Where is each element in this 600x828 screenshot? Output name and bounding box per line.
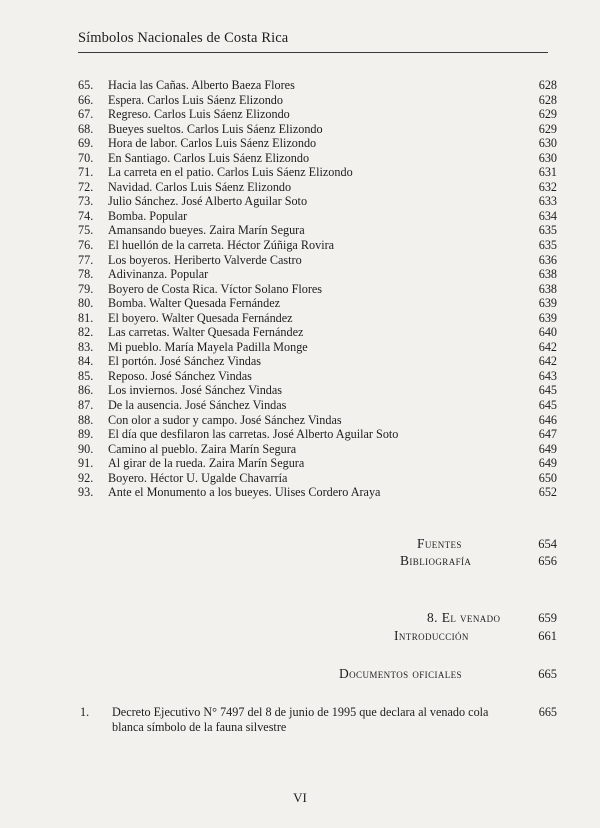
toc-entry-number: 65. (78, 78, 94, 92)
toc-entry-number: 92. (78, 470, 94, 485)
toc-entry-title: Los boyeros. Heriberto Valverde Castro (108, 252, 302, 267)
toc-entry (78, 180, 557, 195)
toc-entry-page: 636 (538, 252, 557, 267)
toc-entry (78, 253, 557, 268)
toc-entry-page: 634 (538, 208, 557, 223)
toc-entry-page: 638 (538, 267, 557, 282)
toc-entry-title: Boyero de Costa Rica. Víctor Solano Flores (108, 281, 323, 296)
toc-entry-title: El boyero. Walter Quesada Fernández (108, 310, 293, 325)
toc-entry (78, 93, 557, 108)
toc-entry-page: 630 (538, 150, 557, 165)
toc-entry-number: 76. (78, 238, 94, 253)
toc-entry (78, 282, 557, 297)
toc-entry-title: Las carretas. Walter Quesada Fernández (108, 325, 304, 340)
toc-entry-number: 82. (78, 325, 94, 340)
toc-entry-page: 640 (538, 325, 557, 340)
toc-entry-title: Navidad. Carlos Luis Sáenz Elizondo (108, 179, 292, 194)
toc-entry (78, 471, 557, 486)
toc-entry-page: 639 (538, 296, 557, 311)
toc-entry-title: Espera. Carlos Luis Sáenz Elizondo (108, 92, 283, 107)
toc-entry (78, 413, 557, 428)
folio-number: VI (293, 790, 307, 805)
toc-entry (78, 78, 557, 93)
toc-entry (78, 311, 557, 326)
toc-entry-page: 632 (538, 179, 557, 194)
table-of-contents (78, 78, 557, 500)
toc-entry (78, 151, 557, 166)
toc-entry-number: 87. (78, 398, 94, 413)
toc-entry-title: Hora de labor. Carlos Luis Sáenz Elizondo (108, 136, 317, 151)
toc-entry-title: Bomba. Walter Quesada Fernández (108, 296, 281, 311)
toc-entry (78, 122, 557, 137)
toc-entry-title: El portón. José Sánchez Vindas (108, 354, 262, 369)
toc-entry-title: Adivinanza. Popular (108, 267, 209, 282)
toc-entry (78, 427, 557, 442)
toc-entry-page: 639 (538, 310, 557, 325)
chapter-title: 8. El venado (427, 610, 501, 625)
toc-entry-number: 88. (78, 412, 94, 427)
toc-entry (78, 223, 557, 238)
toc-entry (78, 107, 557, 122)
toc-entry-page: 643 (538, 368, 557, 383)
page-introduccion: 661 (538, 629, 557, 643)
toc-entry (78, 456, 557, 471)
toc-entry-page: 652 (538, 485, 557, 500)
toc-entry-number: 79. (78, 281, 94, 296)
toc-entry (78, 354, 557, 369)
toc-entry-number: 83. (78, 339, 94, 354)
toc-entry-page: 629 (538, 121, 557, 136)
toc-entry-number: 66. (78, 92, 94, 107)
toc-entry (78, 340, 557, 355)
toc-entry-number: 73. (78, 194, 94, 209)
toc-entry-title: Ante el Monumento a los bueyes. Ulises Cordero Araya (108, 485, 381, 500)
toc-entry-number: 80. (78, 296, 94, 311)
toc-entry-page: 631 (538, 165, 557, 180)
toc-entry (78, 165, 557, 180)
toc-entry-number: 78. (78, 267, 94, 282)
toc-entry-title: Los inviernos. José Sánchez Vindas (108, 383, 283, 398)
page-documentos-oficiales: 665 (538, 667, 557, 681)
toc-entry-page: 642 (538, 354, 557, 369)
toc-entry-title: Reposo. José Sánchez Vindas (108, 368, 252, 383)
toc-entry-page: 646 (538, 412, 557, 427)
toc-entry-page: 649 (538, 441, 557, 456)
toc-entry-number: 69. (78, 136, 94, 151)
toc-entry-page: 650 (538, 470, 557, 485)
toc-entry-page: 647 (538, 427, 557, 442)
toc-entry-page: 629 (538, 107, 557, 122)
toc-entry-number: 72. (78, 179, 94, 194)
running-title: Símbolos Nacionales de Costa Rica (78, 30, 289, 46)
document-item-page: 665 (538, 705, 557, 719)
section-fuentes: Fuentes (417, 536, 462, 551)
toc-entry (78, 383, 557, 398)
page-fuentes: 654 (538, 537, 557, 551)
toc-entry-number: 77. (78, 252, 94, 267)
toc-entry-title: El día que desfilaron las carretas. José Alberto Aguilar Soto (108, 427, 399, 442)
page-footer (0, 790, 600, 806)
toc-entry-page: 635 (538, 238, 557, 253)
section-documentos-oficiales: Documentos oficiales (339, 666, 462, 681)
toc-entry-page: 642 (538, 339, 557, 354)
toc-entry-title: Hacia las Cañas. Alberto Baeza Flores (108, 78, 295, 92)
toc-entry-number: 74. (78, 208, 94, 223)
toc-entry-number: 90. (78, 441, 94, 456)
section-introduccion: Introducción (394, 628, 469, 643)
toc-entry-page: 649 (538, 456, 557, 471)
toc-entry-title: Bueyes sueltos. Carlos Luis Sáenz Elizondo (108, 121, 323, 136)
toc-entry (78, 398, 557, 413)
toc-entry-title: Mi pueblo. María Mayela Padilla Monge (108, 339, 308, 354)
toc-entry-title: Boyero. Héctor U. Ugalde Chavarría (108, 470, 288, 485)
toc-entry-page: 633 (538, 194, 557, 209)
toc-entry-number: 91. (78, 456, 94, 471)
toc-entry-page: 628 (538, 78, 557, 92)
toc-entry-page: 635 (538, 223, 557, 238)
toc-entry-title: Amansando bueyes. Zaira Marín Segura (108, 223, 305, 238)
running-header (78, 30, 548, 53)
toc-entry-number: 81. (78, 310, 94, 325)
toc-entry-title: La carreta en el patio. Carlos Luis Sáenz Elizondo (108, 165, 353, 180)
toc-entry-number: 86. (78, 383, 94, 398)
toc-entry-number: 67. (78, 107, 94, 122)
toc-entry (78, 325, 557, 340)
toc-entry (78, 238, 557, 253)
toc-entry-title: Bomba. Popular (108, 208, 188, 223)
toc-entry (78, 267, 557, 282)
section-bibliografia: Bibliografía (400, 553, 472, 568)
toc-entry-number: 85. (78, 368, 94, 383)
toc-entry (78, 209, 557, 224)
page-bibliografia: 656 (538, 554, 557, 568)
toc-entry-number: 93. (78, 485, 94, 500)
toc-entry (78, 296, 557, 311)
page-chapter: 659 (538, 611, 557, 625)
toc-entry-page: 645 (538, 383, 557, 398)
toc-entry-number: 71. (78, 165, 94, 180)
document-item-number: 1. (80, 705, 90, 719)
toc-entry-title: Regreso. Carlos Luis Sáenz Elizondo (108, 107, 290, 122)
toc-entry-title: De la ausencia. José Sánchez Vindas (108, 398, 287, 413)
toc-entry (78, 136, 557, 151)
toc-entry-title: Julio Sánchez. José Alberto Aguilar Soto (108, 194, 308, 209)
toc-entry-number: 70. (78, 150, 94, 165)
toc-entry-title: El huellón de la carreta. Héctor Zúñiga Rovira (108, 238, 335, 253)
toc-entry (78, 485, 557, 500)
toc-entry-number: 68. (78, 121, 94, 136)
toc-entry-number: 75. (78, 223, 94, 238)
toc-entry-title: Con olor a sudor y campo. José Sánchez Vindas (108, 412, 342, 427)
document-item-text: Decreto Ejecutivo N° 7497 del 8 de junio de 1995 que declara al venado cola blanca símbolo de la fauna silvestre (112, 705, 489, 734)
toc-entry-page: 638 (538, 281, 557, 296)
toc-entry-title: En Santiago. Carlos Luis Sáenz Elizondo (108, 150, 310, 165)
toc-entry-page: 645 (538, 398, 557, 413)
toc-entry (78, 369, 557, 384)
toc-entry-number: 84. (78, 354, 94, 369)
toc-entry-title: Al girar de la rueda. Zaira Marín Segura (108, 456, 305, 471)
toc-entry (78, 194, 557, 209)
toc-entry (78, 442, 557, 457)
toc-entry-title: Camino al pueblo. Zaira Marín Segura (108, 441, 297, 456)
toc-entry-page: 630 (538, 136, 557, 151)
toc-entry-page: 628 (538, 92, 557, 107)
toc-entry-number: 89. (78, 427, 94, 442)
